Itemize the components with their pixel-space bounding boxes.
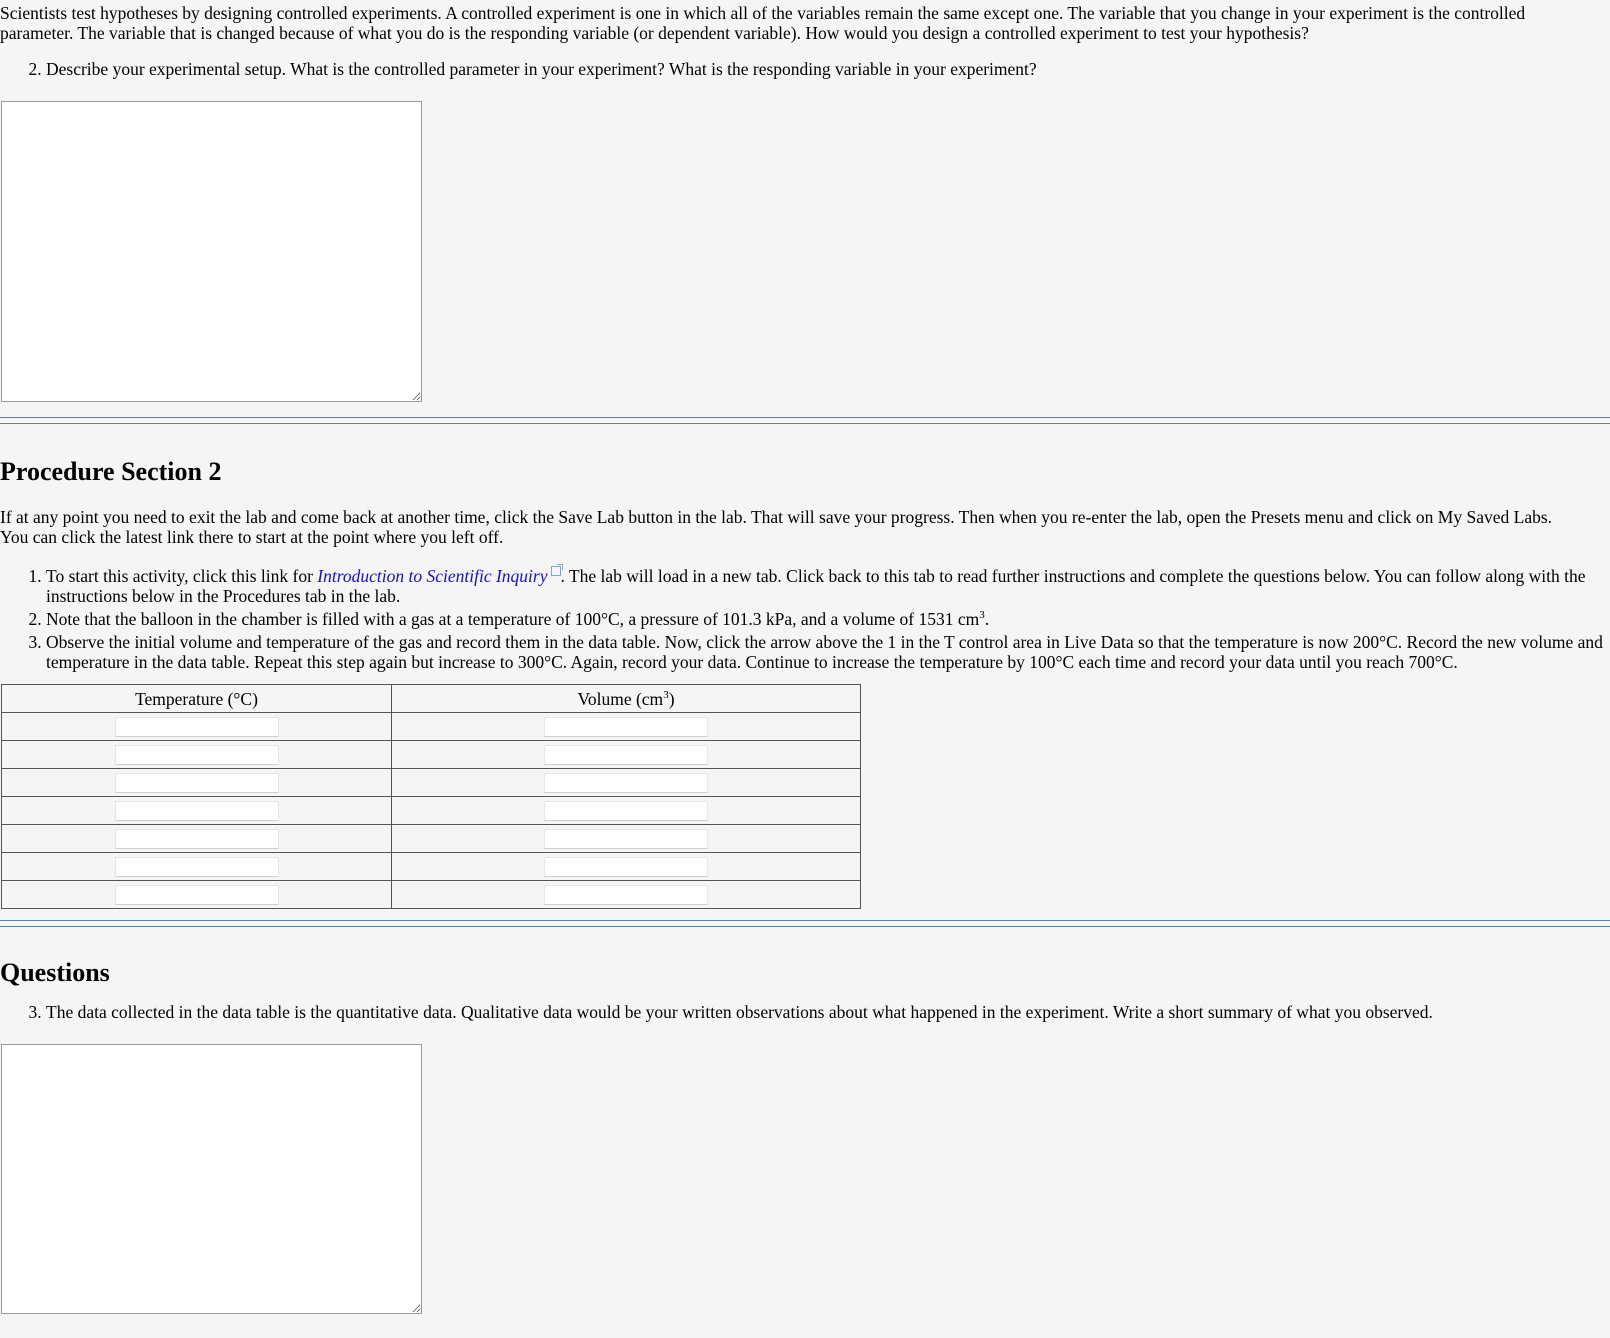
table-header-row <box>2 685 861 713</box>
question-list <box>0 59 1610 79</box>
temperature-input[interactable] <box>115 801 279 821</box>
temperature-cell <box>2 797 392 825</box>
procedure-step-2 <box>46 609 1610 629</box>
volume-input[interactable] <box>544 829 708 849</box>
section-divider <box>0 920 1610 927</box>
table-row <box>2 881 861 909</box>
temperature-input[interactable] <box>115 745 279 765</box>
step-2-superscript: 3 <box>979 609 985 622</box>
volume-input[interactable] <box>544 717 708 737</box>
question-2-answer-field[interactable] <box>1 101 422 402</box>
temperature-cell <box>2 881 392 909</box>
temperature-input[interactable] <box>115 829 279 849</box>
question-2: 2. Describe your experimental setup. What is the controlled parameter in your experiment? What is the responding variable in your experiment? <box>46 59 1610 79</box>
temperature-cell <box>2 741 392 769</box>
scientific-inquiry-link[interactable]: Introduction to Scientific Inquiry <box>317 566 548 586</box>
external-link-icon[interactable] <box>551 566 561 576</box>
temperature-cell <box>2 853 392 881</box>
table-row <box>2 797 861 825</box>
procedure-intro: If at any point you need to exit the lab and come back at another time, click the Save Lab button in the lab. That will save your progress. Then when you re-enter the lab, open the Presets menu and click on My Saved Labs. You can click the latest link there to start at the point where you left off. <box>0 507 1553 547</box>
step-2-text-end: . <box>984 609 990 629</box>
volume-input[interactable] <box>544 773 708 793</box>
volume-input[interactable] <box>544 857 708 877</box>
step-1-text-after: . The lab will load in a new tab. Click back to this tab to read further instructions and complete the questions below. You can follow along with the instructions below in the Procedures tab in the lab. <box>46 566 1586 606</box>
volume-cell <box>392 769 861 797</box>
questions-heading: Questions <box>0 958 110 987</box>
volume-column-header <box>392 685 861 713</box>
temperature-cell <box>2 825 392 853</box>
intro-paragraph: Scientists test hypotheses by designing controlled experiments. A controlled experiment is one in which all of the variables remain the same except one. The variable that you change in your experiment is the controlled parameter. The variable that is changed because of what you do is the responding variable (or dependent variable). How would you design a controlled experiment to test your hypothesis? <box>0 3 1526 43</box>
volume-input[interactable] <box>544 801 708 821</box>
table-row <box>2 769 861 797</box>
temperature-input[interactable] <box>115 885 279 905</box>
temperature-cell <box>2 713 392 741</box>
temperature-column-header: Temperature (°C) <box>2 685 392 713</box>
table-row <box>2 853 861 881</box>
volume-input[interactable] <box>544 885 708 905</box>
data-table <box>1 684 861 909</box>
volume-header-close: ) <box>668 688 675 709</box>
table-row <box>2 741 861 769</box>
volume-input[interactable] <box>544 745 708 765</box>
temperature-input[interactable] <box>115 717 279 737</box>
table-row <box>2 825 861 853</box>
procedure-step-1 <box>46 566 1610 606</box>
volume-cell <box>392 713 861 741</box>
question-3: 3. The data collected in the data table is the quantitative data. Qualitative data would be your written observations about what happened in the experiment. Write a short summary of what you observed. <box>46 1002 1610 1022</box>
volume-header-label: Volume (cm <box>577 688 664 709</box>
question-3-answer-field[interactable] <box>1 1044 422 1314</box>
procedure-steps <box>0 566 1610 672</box>
procedure-step-3: 3. Observe the initial volume and temperature of the gas and record them in the data table. Now, click the arrow above the 1 in the T control area in Live Data so that the temperature is now 200°C. Record the new volume and temperature in the data table. Repeat this step again but increase to 300°C. Again, record your data. Continue to increase the temperature by 100°C each time and record your data until you reach 700°C. <box>46 632 1610 672</box>
step-2-text: Note that the balloon in the chamber is filled with a gas at a temperature of 100°C, a pressure of 101.3 kPa, and a volume of 1531 cm <box>46 609 980 629</box>
volume-cell <box>392 825 861 853</box>
volume-cell <box>392 741 861 769</box>
questions-list <box>0 1002 1610 1022</box>
temperature-input[interactable] <box>115 857 279 877</box>
temperature-cell <box>2 769 392 797</box>
temperature-input[interactable] <box>115 773 279 793</box>
volume-header-superscript: 3 <box>663 688 669 701</box>
volume-cell <box>392 797 861 825</box>
table-row <box>2 713 861 741</box>
volume-cell <box>392 853 861 881</box>
volume-cell <box>392 881 861 909</box>
step-1-text-before: To start this activity, click this link for <box>46 566 318 586</box>
procedure-heading: Procedure Section 2 <box>0 457 222 486</box>
section-divider <box>0 417 1610 424</box>
